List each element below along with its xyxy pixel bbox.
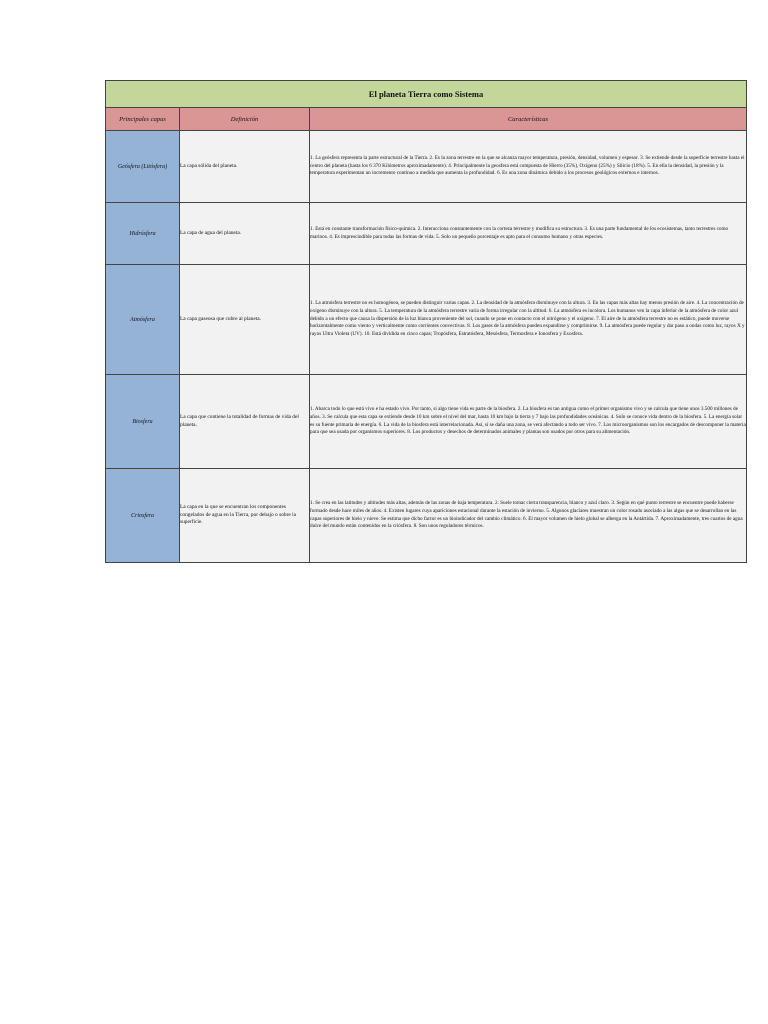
- layer-name: Hidrósfera: [106, 203, 180, 265]
- header-row: [106, 108, 747, 131]
- layer-characteristics: 1. Abarca todo lo que está vivo e ha estado vivo. Por tanto, si algo tiene vida es parte de la biosfera. 2. La biosfera es tan antigua como el primer organismo vivo y se calcula que tiene unos 3.500 millones de años. 3. Se calcula que esta capa se extiende desde 10 km sobre el nivel del mar, hasta 10 km bajo la tierra y 7 bajo las profundidades oceánicas. 4. Solo se conoce vida dentro de la biosfera. 5. La energía solar es su fuente primaria de energía. 6. La vida de la biosfera está interrelacionada. Así, si se daña una zona, se verá afectando a todo ser vivo. 7. Los microorganismos son los encargados de descomponer la materia para que sea usada por organismos superiores. 8. Los productos y desechos de determinados animales y plantas son usados por otros para su alimentación.: [310, 375, 747, 469]
- layer-characteristics: 1. Está en constante transformación físico-química. 2. Interacciona constantemente con la corteza terrestre y modifica su estructura. 3. Es una parte fundamental de los ecosistemas, tanto terrestres como marinos. 4. Es imprescindible para todas las formas de vida. 5. Solo un pequeño porcentaje es apto para el consumo humano y otras especies.: [310, 203, 747, 265]
- title-row: [106, 81, 747, 108]
- layer-definition: La capa gaseosa que cubre al planeta.: [180, 265, 310, 375]
- layer-definition: La capa que contiene la totalidad de formas de vida del planeta.: [180, 375, 310, 469]
- table-row: [106, 375, 747, 469]
- layer-characteristics: 1. Se crea en las latitudes y altitudes más altas, además de las zonas de baja temperatura. 2. Suele tomar cierta transparencia, blanco y azul claro. 3. Según en qué punto terrestre se encuentre puede haberse formado desde hace miles de años. 4. Existen lugares cuya apariciones estacional durante la estación de invierno. 5. Algunos glaciares muestran un color rosado asociado a las algas que se desarrollan en las capas superiores de hielo y nieve. Se estima que dicho factor es un bioindicador del cambio climático. 6. El mayor volumen de hielo global se alberga en la Antártida. 7. Aproximadamente, tres cuartos de agua dulce del mundo están contenidos en la criósfera. 8. Son unos reguladores térmicos.: [310, 469, 747, 563]
- layer-characteristics: 1. La geósfera representa la parte estructural de la Tierra. 2. Es la zona terrestre en la que se alcanza mayor temperatura, presión, densidad, volumen y espesor. 3. Se extiende desde la superficie terrestre hasta el centro del planeta (hasta los 6 370 Kilómetros aproximadamente). 4. Principalmente la geosfera está compuesta de Hierro (35%), Oxígeno (25%) y Silicio (18%). 5. En ella la densidad, la presión y la temperatura experimentan un incremento continuo a medida que aumenta la profundidad. 6. Es una zona dinámica debido a los procesos geológicos externos e internos.: [310, 131, 747, 203]
- layer-name: Geósfera (Litósfera): [106, 131, 180, 203]
- table-row: [106, 203, 747, 265]
- layer-definition: La capa sólida del planeta.: [180, 131, 310, 203]
- header-layer: Principales capas: [106, 108, 180, 131]
- header-definition: Definición: [180, 108, 310, 131]
- table-row: [106, 265, 747, 375]
- header-characteristics: Características: [310, 108, 747, 131]
- layer-name: Criosfera: [106, 469, 180, 563]
- table-title: El planeta Tierra como Sistema: [106, 81, 747, 108]
- layer-name: Atmósfera: [106, 265, 180, 375]
- table-row: [106, 469, 747, 563]
- layer-definition: La capa de agua del planeta.: [180, 203, 310, 265]
- table-row: [106, 131, 747, 203]
- layer-name: Biosfera: [106, 375, 180, 469]
- layer-definition: La capa en la que se encuentran los componentes congelados de agua en la Tierra, por debajo o sobre la superficie.: [180, 469, 310, 563]
- layer-characteristics: 1. La atmósfera terrestre no es homogénea, se pueden distinguir varias capas. 2. La densidad de la atmósfera disminuye con la altura. 3. En las capas más altas hay menos presión de aire. 4. La concentración de oxígeno disminuye con la altura. 5. La temperatura de la atmósfera terrestre varía de forma irregular con la altitud. 6. La atmósfera es incolora. Los humanos ven la capa inferior de la atmósfera de color azul debido a un efecto que causa la dispersión de la luz blanca proveniente del sol, cuando se pone en contacto con el nitrógeno y el oxígeno. 7. El aire de la atmósfera terrestre no es estático, puede moverse horizontalmente como viento y verticalmente como corrientes convectivas. 8. Los gases de la atmósfera pueden expandirse y comprimirse. 9. La atmósfera puede regular y dar paso a ondas como luz, rayos X y rayos Ultra Violeta (UV). 10. Está dividida en cinco capas; Tropósfera, Estratósfera, Mesósfera, Termosfera e Ionosfera y Exosfera.: [310, 265, 747, 375]
- earth-system-table: [105, 80, 747, 563]
